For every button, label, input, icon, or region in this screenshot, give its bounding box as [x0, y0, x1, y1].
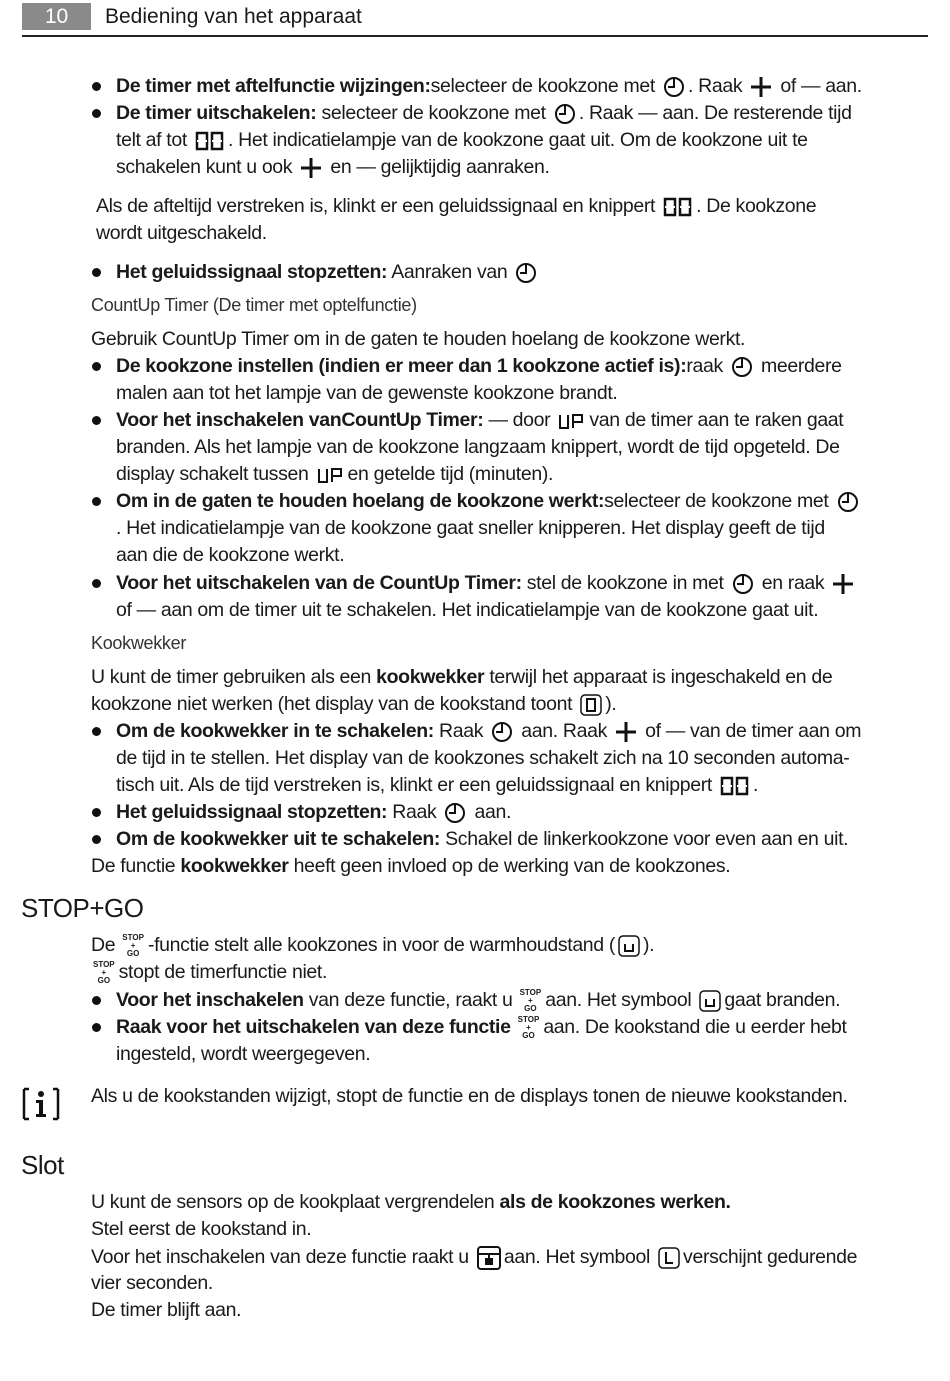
stop-go-icon: STOP + GO [519, 987, 542, 1013]
text-line [116, 380, 617, 406]
display-00-icon [717, 774, 753, 796]
display-00-icon [660, 195, 696, 217]
text-run: aan. De kookstand die u eerder hebt [543, 1016, 847, 1038]
text-run: aan. Het symbool [503, 1246, 656, 1268]
bold-text-run: De kookzone instellen (indien er meer dan 1 kookzone actief is): [116, 355, 687, 377]
subheading [91, 630, 186, 656]
text-line [96, 193, 816, 219]
text-run: De functie [91, 855, 181, 877]
text-line [116, 434, 840, 460]
text-run: — door [483, 409, 556, 431]
bold-text-run: kookwekker [180, 855, 289, 877]
text-run: selecteer de kookzone met [604, 490, 834, 512]
text-run: Voor het inschakelen van deze functie raakt u [91, 1246, 474, 1268]
text-run: raak [686, 355, 728, 377]
text-run: . De kookzone [696, 195, 817, 217]
text-run: meerdere [755, 355, 842, 377]
text-run: branden. Als het lampje van de kookzone langzaam knippert, wordt de tijd opgeteld. De [116, 436, 840, 458]
text-line [116, 1014, 847, 1040]
text-run: terwijl het apparaat is ingeschakeld en de [484, 666, 833, 688]
text-run: ). [643, 934, 655, 956]
text-run: Schakel de linkerkookzone voor even aan en uit. [440, 828, 849, 850]
display-00-icon [192, 129, 228, 151]
text-line [116, 772, 758, 798]
text-line [116, 570, 857, 596]
text-run: . Raak — aan. De resterende tijd [578, 102, 852, 124]
text-line [91, 959, 327, 985]
bullet-icon [92, 497, 101, 506]
lock-icon [474, 1246, 504, 1268]
bold-text-run: Voor het inschakelen vanCountUp Timer: [116, 409, 484, 431]
text-run: en — gelijktijdig aanraken. [325, 156, 550, 178]
plus-icon [747, 75, 775, 97]
text-line [116, 542, 344, 568]
bold-text-run: Om in de gaten te houden hoelang de kookzone werkt: [116, 490, 605, 512]
text-run: aan. Raak [516, 720, 613, 742]
text-line [91, 691, 617, 717]
text-line [116, 718, 861, 744]
text-run: Als de afteltijd verstreken is, klinkt er een geluidssignaal en knippert [96, 195, 661, 217]
bullet-icon [92, 579, 101, 588]
text-run: aan die de kookzone werkt. [116, 544, 345, 566]
bold-text-run: Om de kookwekker in te schakelen: [116, 720, 434, 742]
text-run: CountUp Timer (De timer met optelfunctie) [91, 295, 417, 315]
timer-icon [441, 801, 469, 823]
text-run: selecteer de kookzone met [430, 75, 660, 97]
text-run: Als u de kookstanden wijzigt, stopt de functie en de displays tonen de nieuwe kookstanden. [91, 1085, 848, 1107]
text-run: Raak [433, 720, 489, 742]
bullet-icon [92, 268, 101, 277]
timer-icon [660, 75, 688, 97]
text-run: of — van de timer aan om [640, 720, 862, 742]
text-run: aan. [469, 801, 512, 823]
timer-icon [488, 720, 516, 742]
bullet-icon [92, 808, 101, 817]
bold-text-run: Voor het inschakelen [116, 989, 304, 1011]
timer-icon [728, 355, 756, 377]
text-run: Gebruik CountUp Timer om in de gaten te houden hoelang de kookzone werkt. [91, 328, 746, 350]
info-icon [21, 1085, 61, 1123]
svg-text:UP: UP [558, 410, 560, 412]
text-line [116, 154, 550, 180]
text-run: ingesteld, wordt weergegeven. [116, 1043, 371, 1065]
text-line [116, 515, 825, 541]
text-run: De timer blijft aan. [91, 1299, 242, 1321]
display-0-icon [577, 693, 605, 715]
text-line [116, 597, 818, 623]
text-run: of — aan. [775, 75, 862, 97]
text-line [91, 1216, 311, 1242]
text-line [116, 353, 842, 379]
text-line [91, 1083, 848, 1109]
text-run: selecteer de kookzone met [316, 102, 551, 124]
text-run: vier seconden. [91, 1272, 213, 1294]
text-line [116, 73, 862, 99]
text-run: de tijd in te stellen. Het display van de kookzones schakelt zich na 10 seconden automa- [116, 747, 850, 769]
text-run: telt af tot [116, 129, 193, 151]
text-run: stel de kookzone in met [521, 572, 729, 594]
section-title: Bediening van het apparaat [105, 5, 362, 28]
bold-text-run: kookwekker [376, 666, 485, 688]
timer-icon [834, 490, 862, 512]
text-run: De [91, 934, 121, 956]
timer-icon [729, 572, 757, 594]
text-line [116, 259, 540, 285]
bold-text-run: Raak voor het uitschakelen van deze functie [116, 1016, 511, 1038]
display-up-icon [314, 463, 348, 485]
display-l-icon [655, 1246, 683, 1268]
text-run: gaat branden. [724, 989, 841, 1011]
text-run: Slot [21, 1150, 64, 1180]
bold-text-run: De timer uitschakelen: [116, 102, 317, 124]
timer-icon [551, 102, 579, 124]
text-line [116, 745, 849, 771]
text-run: . [753, 774, 759, 796]
bullet-icon [92, 82, 101, 91]
text-run: en raak [756, 572, 830, 594]
text-line [91, 1270, 213, 1296]
svg-text:UP: UP [316, 464, 318, 466]
page-number: 10 [22, 3, 91, 30]
text-run: . Het indicatielampje van de kookzone gaat uit. Om de kookzone uit te [228, 129, 808, 151]
text-run: STOP+GO [21, 893, 144, 923]
text-run: heeft geen invloed op de werking van de kookzones. [288, 855, 731, 877]
text-run: stopt de timerfunctie niet. [118, 961, 328, 983]
text-run: verschijnt gedurende [683, 1246, 858, 1268]
header-rule [22, 35, 928, 37]
text-line [91, 1297, 241, 1323]
bullet-icon [92, 996, 101, 1005]
text-run: ). [605, 693, 617, 715]
bullet-icon [92, 1023, 101, 1032]
stop-go-icon: STOP + GO [93, 959, 115, 985]
bold-text-run: Voor het uitschakelen van de CountUp Timer: [116, 572, 522, 594]
stop-go-icon: STOP + GO [517, 1014, 540, 1040]
text-run: Stel eerst de kookstand in. [91, 1218, 312, 1240]
text-line [116, 488, 862, 514]
text-line [116, 799, 511, 825]
text-run: van deze functie, raakt u [303, 989, 518, 1011]
bullet-icon [92, 109, 101, 118]
section-heading [21, 1149, 64, 1181]
text-line [116, 100, 852, 126]
text-line [91, 1189, 731, 1215]
bullet-icon [92, 416, 101, 425]
bold-text-run: Het geluidssignaal stopzetten: [116, 801, 388, 823]
text-line [96, 220, 267, 246]
text-run: U kunt de timer gebruiken als een [91, 666, 377, 688]
text-line [116, 127, 808, 153]
bold-text-run: als de kookzones werken. [499, 1191, 731, 1213]
display-u-icon [615, 934, 643, 956]
text-line [116, 461, 553, 487]
text-run: Aanraken van [387, 261, 513, 283]
text-line [91, 932, 654, 958]
text-run [511, 1016, 516, 1038]
text-run: Raak [387, 801, 442, 823]
text-line [116, 826, 848, 852]
bullet-icon [92, 362, 101, 371]
text-run: schakelen kunt u ook [116, 156, 298, 178]
text-run: en getelde tijd (minuten). [347, 463, 554, 485]
text-line [91, 853, 730, 879]
text-run: aan. Het symbool [545, 989, 697, 1011]
plus-icon [829, 572, 857, 594]
text-line [116, 1041, 370, 1067]
plus-icon [612, 720, 640, 742]
text-run: malen aan tot het lampje van de gewenste kookzone brandt. [116, 382, 618, 404]
text-run: . Het indicatielampje van de kookzone gaat sneller knipperen. Het display geeft de tijd [116, 517, 825, 539]
bold-text-run: Het geluidssignaal stopzetten: [116, 261, 388, 283]
text-run: van de timer aan te raken gaat [589, 409, 844, 431]
display-up-icon [555, 409, 589, 431]
timer-icon [512, 261, 540, 283]
bullet-icon [92, 727, 101, 736]
section-heading [21, 892, 143, 924]
text-line [116, 407, 843, 433]
stop-go-icon: STOP + GO [122, 932, 144, 958]
bold-text-run: De timer met aftelfunctie wijzingen: [116, 75, 431, 97]
text-line [91, 664, 832, 690]
text-run: U kunt de sensors op de kookplaat vergrendelen [91, 1191, 500, 1213]
text-run: Kookwekker [91, 633, 187, 653]
text-run: -functie stelt alle kookzones in voor de warmhoudstand ( [147, 934, 616, 956]
plus-icon [297, 156, 325, 178]
text-line [91, 1244, 857, 1270]
bullet-icon [92, 835, 101, 844]
text-run: tisch uit. Als de tijd verstreken is, klinkt er een geluidssignaal en knippert [116, 774, 718, 796]
subheading [91, 292, 417, 318]
text-run: of — aan om de timer uit te schakelen. Het indicatielampje van de kookzone gaat uit. [116, 599, 819, 621]
text-line [116, 987, 840, 1013]
display-u-icon [696, 989, 724, 1011]
text-run: wordt uitgeschakeld. [96, 222, 267, 244]
text-run: kookzone niet werken (het display van de kookstand toont [91, 693, 578, 715]
text-run: . Raak [688, 75, 748, 97]
text-run: display schakelt tussen [116, 463, 314, 485]
bold-text-run: Om de kookwekker uit te schakelen: [116, 828, 441, 850]
text-line [91, 326, 745, 352]
